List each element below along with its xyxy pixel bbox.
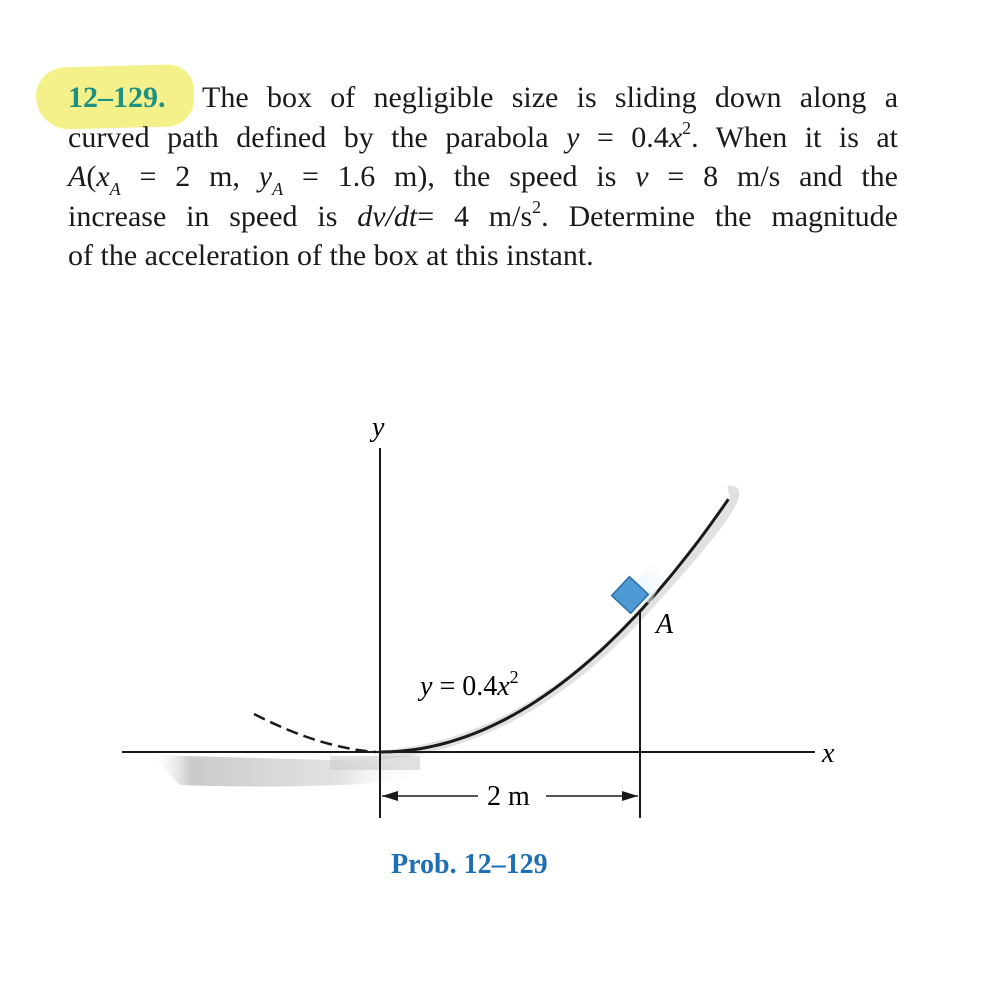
dimension-arrow-left [382, 791, 398, 801]
parabola-curve [380, 499, 728, 752]
eq-x: x [668, 120, 683, 154]
problem-text-3c: = 8 m/s and the [648, 160, 898, 193]
problem-text-3a: = 2 m, [120, 160, 259, 193]
eq-exp: 2 [682, 117, 692, 138]
figure-caption: Prob. 12–129 [391, 849, 548, 880]
ground-shadow-core [330, 756, 420, 770]
paren-open: ( [86, 160, 97, 193]
point-A-text: A [68, 160, 87, 193]
curve-equation-label [417, 667, 519, 702]
yA-sub: A [272, 179, 284, 199]
problem-text-4a: increase in speed is [68, 199, 358, 233]
problem-text-2b: . When it is at [691, 120, 899, 154]
point-A-label: A [656, 609, 674, 640]
dimension-arrow-right [622, 791, 638, 801]
problem-text-3b: = 1.6 m), the speed is [283, 160, 636, 193]
eq-y: y [566, 120, 580, 154]
curve-eq-x: x [497, 671, 510, 702]
problem-text-4b: = 4 m/s [417, 199, 533, 233]
accel-exp: 2 [532, 196, 542, 217]
parabola-dashed [254, 714, 376, 752]
dvdt-var: dv/dt [357, 199, 418, 233]
xA-sub: A [109, 179, 121, 199]
yA-var: y [258, 160, 273, 193]
problem-line-5: of the acceleration of the box at this instant. [68, 239, 594, 272]
problem-text-4c: . Determine the magnitude [541, 199, 899, 233]
eq-mid: = 0.4 [579, 120, 669, 154]
problem-number: 12–129. [68, 81, 166, 114]
xA-var: x [96, 160, 110, 193]
v-var: v [635, 160, 649, 193]
curve-eq-exp: 2 [509, 667, 519, 687]
x-axis-label: x [822, 738, 835, 769]
problem-text-1: The box of negligible size is sliding down along a [202, 81, 899, 114]
curve-eq-y: y [420, 671, 433, 702]
problem-text-2a: curved path defined by the parabola [68, 120, 567, 154]
curve-shadow [380, 490, 735, 755]
dimension-label: 2 m [487, 781, 530, 812]
y-axis-label: y [372, 412, 385, 443]
curve-eq-pre: = 0.4 [432, 671, 498, 702]
